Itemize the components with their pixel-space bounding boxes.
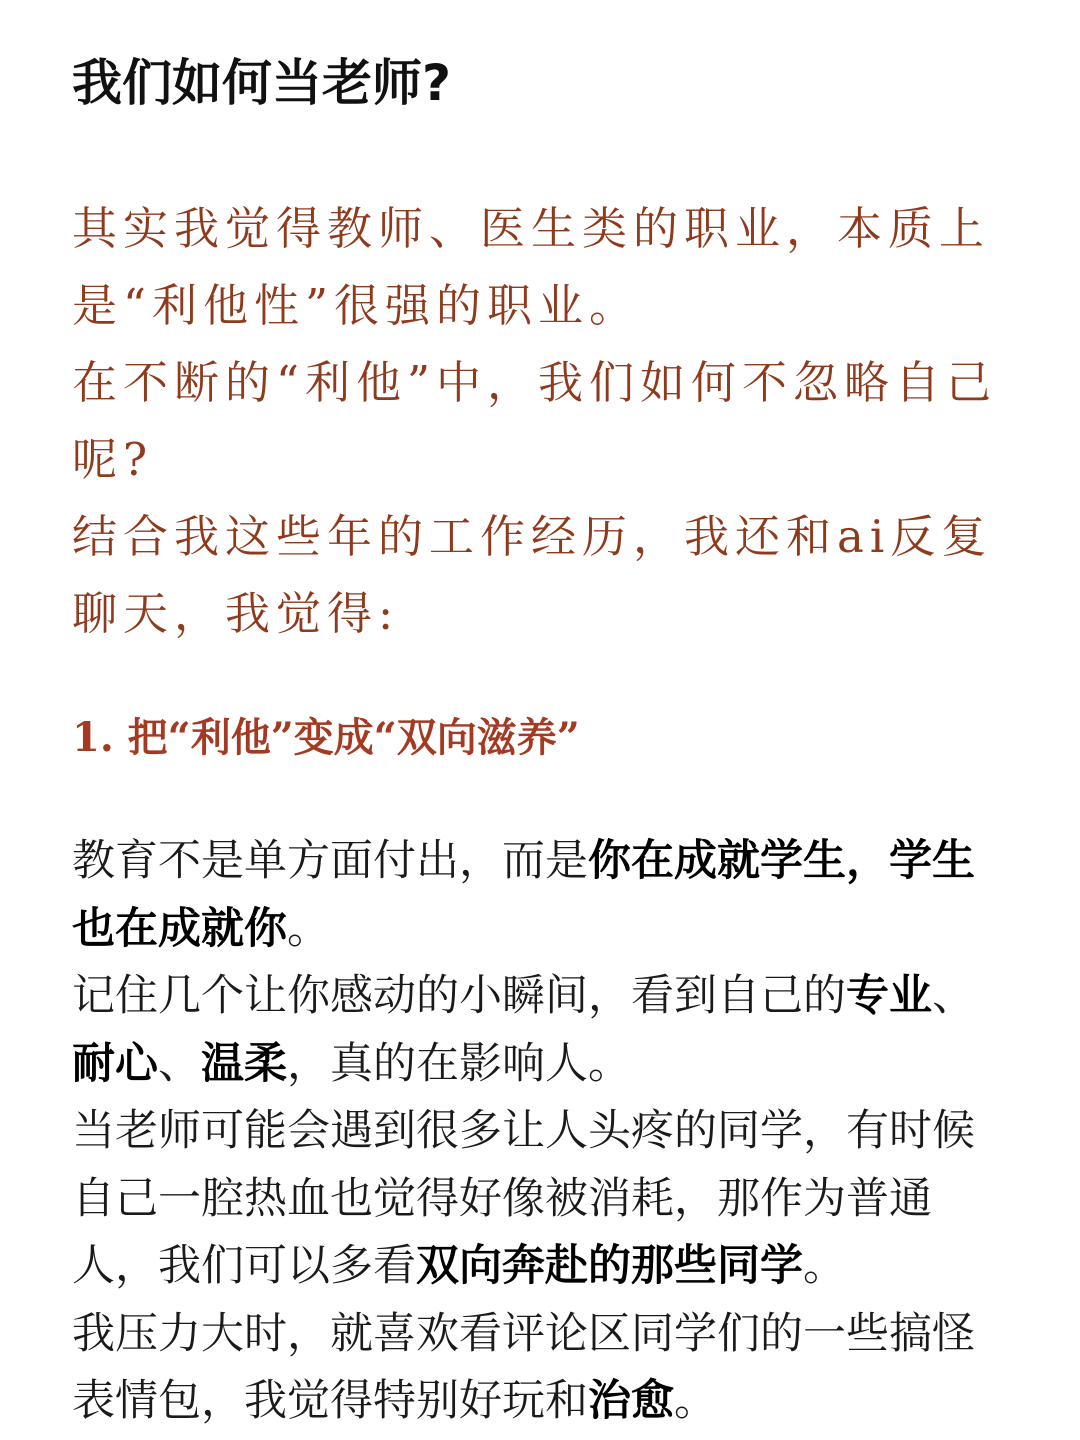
text-run: 我压力大时，就喜欢看评论区同学们的一些搞怪表情包，我觉得特别好玩和	[72, 1308, 975, 1426]
body-text	[72, 828, 1017, 1436]
intro-paragraph: 在不断的“利他”中，我们如何不忽略自己呢?	[72, 356, 998, 486]
page-title: 我们如何当老师?	[72, 54, 452, 112]
text-run: 、	[158, 1038, 201, 1089]
text-run: 当老师可能会遇到很多让人头疼的同学，有时候自己一腔热血也觉得好像被消耗，那作为普通人，我们可以多看	[72, 1106, 975, 1291]
bold-text: 你在成就学生，学生也在成就你	[72, 836, 975, 954]
bold-text: 温柔	[201, 1038, 287, 1089]
text-run: ，真的在影响人。	[287, 1038, 631, 1089]
body-paragraph	[72, 1301, 1017, 1436]
section-heading: 1. 把“利他”变成“双向滋养”	[72, 714, 580, 761]
intro-paragraph: 其实我觉得教师、医生类的职业，本质上是“利他性”很强的职业。	[72, 202, 991, 332]
body-paragraph	[72, 963, 1017, 1098]
intro-paragraph: 结合我这些年的工作经历，我还和ai反复聊天，我觉得:	[72, 510, 993, 640]
bold-text: 治愈	[588, 1376, 674, 1426]
intro-block	[72, 190, 1012, 652]
bold-text: 专业	[846, 971, 932, 1021]
text-run: 记住几个让你感动的小瞬间，看到自己的	[72, 971, 846, 1021]
bold-text: 耐心	[72, 1038, 158, 1089]
bold-text: 双向奔赴的那些同学	[416, 1241, 803, 1291]
text-run: 。	[674, 1376, 717, 1426]
text-run: 教育不是单方面付出，而是	[72, 836, 588, 886]
text-run: 、	[932, 971, 975, 1021]
body-paragraph	[72, 1098, 1017, 1301]
text-run: 。	[803, 1241, 846, 1291]
body-paragraph	[72, 828, 1017, 963]
text-run: 。	[287, 903, 330, 954]
